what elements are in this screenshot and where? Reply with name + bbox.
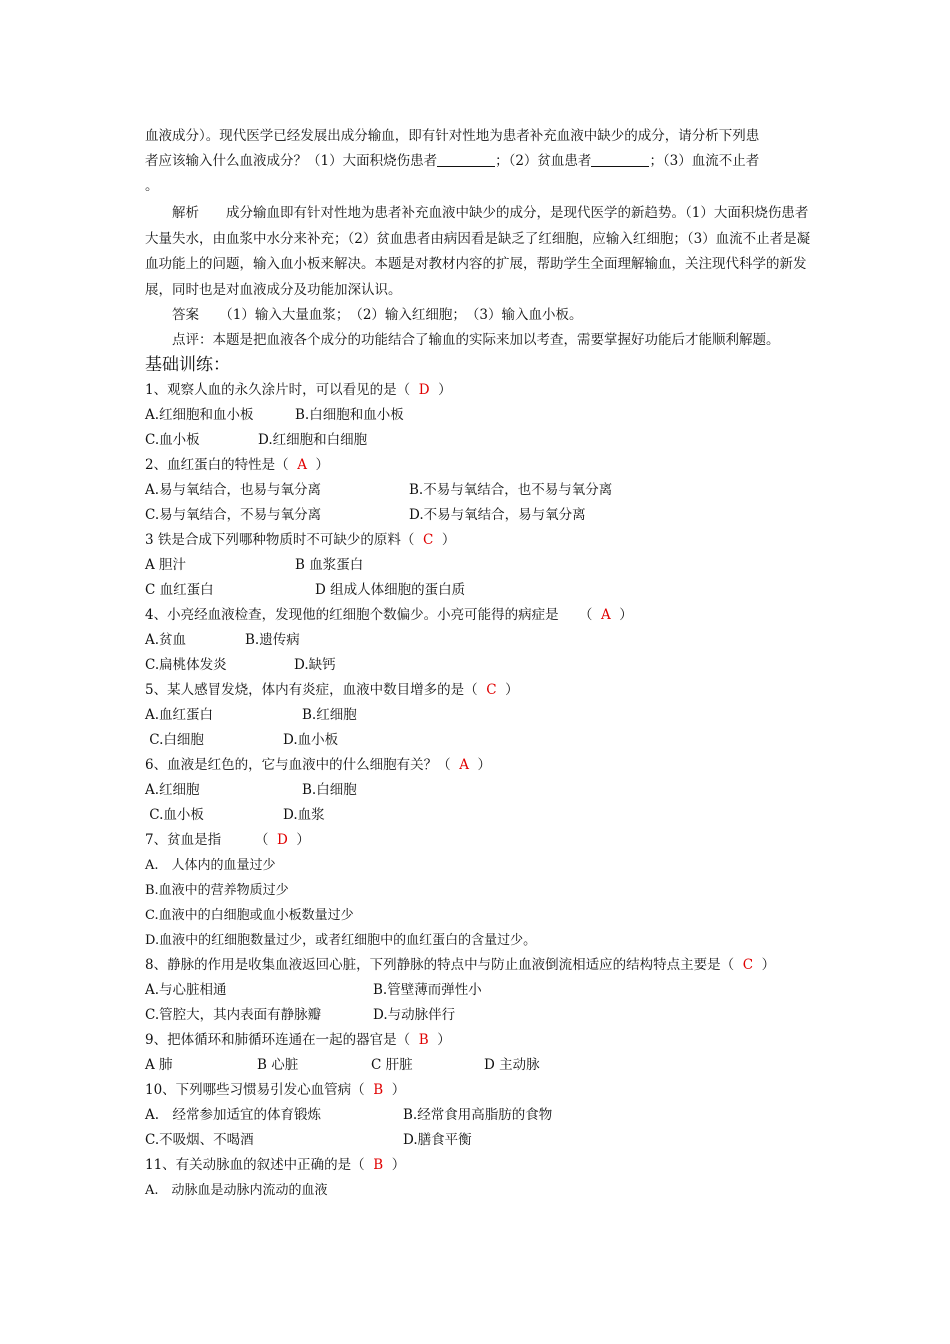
option-item: B.白细胞: [302, 782, 357, 798]
question-text: 3 铁是合成下列哪种物质时不可缺少的原料（: [145, 532, 415, 548]
answer-mark: D: [418, 382, 430, 398]
option-item: C.易与氧结合，不易与氧分离: [145, 507, 322, 523]
option-row: [145, 778, 813, 803]
answer-mark: B: [373, 1082, 384, 1098]
question-stem: [145, 528, 813, 553]
question-close: ）: [761, 957, 776, 973]
answer-line: 答案 （1）输入大量血浆； （2）输入红细胞； （3）输入血小板。: [172, 307, 583, 323]
question-close: ）: [619, 607, 633, 623]
question-close: ）: [438, 382, 452, 398]
question-text: 11、有关动脉血的叙述中正确的是（: [145, 1157, 365, 1173]
option-item: B.管壁薄而弹性小: [373, 982, 482, 998]
question-stem: [145, 678, 813, 703]
question-close: ）: [505, 682, 519, 698]
question-text: 5、某人感冒发烧，体内有炎症，血液中数目增多的是（: [145, 682, 478, 698]
option-row: [145, 578, 813, 603]
option-item: D.不易与氧结合，易与氧分离: [409, 507, 586, 523]
question-stem: [145, 453, 813, 478]
option-item: D 主动脉: [484, 1057, 540, 1073]
analysis-paragraph: 解析 成分输血即有针对性地为患者补充血液中缺少的成分，是现代医学的新趋势。（1）大面积烧伤患者大量失水，由血浆中水分来补充；（2）贫血患者由病因看是缺乏了红细胞，应输入红细胞；（3）血流不止者是凝血功能上的问题，输入血小板来解决。本题是对教材内容的扩展，帮助学生全面理解输血，关注现代科学的新发展，同时也是对血液成分及功能加深认识。: [145, 205, 811, 298]
intro-line-2: [145, 149, 813, 174]
option-item: D 组成人体细胞的蛋白质: [315, 582, 466, 598]
question-text: 6、血液是红色的，它与血液中的什么细胞有关？（: [145, 757, 451, 773]
answer-mark: A: [297, 457, 307, 473]
answer-mark: A: [459, 757, 469, 773]
option-item: C 血红蛋白: [145, 582, 214, 598]
option-item: B.白细胞和血小板: [295, 407, 404, 423]
option-item: C.管腔大，其内表面有静脉瓣: [145, 1007, 322, 1023]
question-text: 10、下列哪些习惯易引发心血管病（: [145, 1082, 365, 1098]
intro-question-part-1: 者应该输入什么血液成分？（1）大面积烧伤患者: [145, 153, 438, 169]
option-row: [145, 1103, 813, 1128]
question-stem: [145, 603, 813, 628]
option-row: [145, 653, 813, 678]
option-line: B.血液中的营养物质过少: [145, 883, 289, 898]
option-item: C.白细胞: [145, 732, 204, 748]
comment-line: 点评：本题是把血液各个成分的功能结合了输血的实际来加以考查，需要掌握好功能后才能顺利解题。: [172, 332, 780, 348]
option-row: [145, 1053, 813, 1078]
question-close: ）: [441, 532, 456, 548]
answer-blank-2: [591, 152, 649, 167]
option-row: [145, 503, 813, 528]
option-item: A.血红蛋白: [145, 707, 214, 723]
question-stem: [145, 1028, 813, 1053]
option-line: A. 动脉血是动脉内流动的血液: [145, 1183, 328, 1198]
option-item: C 肝脏: [371, 1057, 413, 1073]
question-list: [145, 378, 813, 1203]
answer-mark: C: [742, 957, 754, 973]
question-text: 4、小亮经血液检查，发现他的红细胞个数偏少。小亮可能得的病症是 （: [145, 607, 593, 623]
option-item: B.经常食用高脂肪的食物: [403, 1107, 553, 1123]
option-item: B 心脏: [257, 1057, 299, 1073]
answer-blank-1: [437, 152, 495, 167]
question-stem: [145, 1153, 813, 1178]
question-text: 1、观察人血的永久涂片时，可以看见的是（: [145, 382, 411, 398]
intro-question-part-3: ；（3）血流不止者: [649, 153, 760, 169]
question-close: ）: [437, 1032, 451, 1048]
option-row: [145, 1128, 813, 1153]
document-page: [145, 124, 813, 1203]
option-item: B 血浆蛋白: [295, 557, 364, 573]
question-text: 8、静脉的作用是收集血液返回心脏，下列静脉的特点中与防止血液倒流相适应的结构特点主要是（: [145, 957, 735, 973]
option-row: [145, 428, 813, 453]
option-item: A 胆汁: [145, 557, 187, 573]
intro-question-part-2: ；（2）贫血患者: [495, 153, 592, 169]
option-row: [145, 478, 813, 503]
option-item: B.不易与氧结合，也不易与氧分离: [409, 482, 613, 498]
question-text: 9、把体循环和肺循环连通在一起的器官是（: [145, 1032, 411, 1048]
option-item: A.红细胞和血小板: [145, 407, 254, 423]
option-item: A. 经常参加适宜的体育锻炼: [145, 1107, 322, 1123]
answer-mark: C: [486, 682, 497, 698]
section-title: 基础训练：: [145, 355, 230, 375]
answer-mark: B: [418, 1032, 429, 1048]
option-item: C.不吸烟、不喝酒: [145, 1132, 254, 1148]
question-stem: [145, 753, 813, 778]
question-close: ）: [296, 832, 310, 848]
question-stem: [145, 828, 813, 853]
question-close: ）: [315, 457, 330, 473]
intro-line-1: 血液成分）。现代医学已经发展出成分输血，即有针对性地为患者补充血液中缺少的成分，请分析下列患: [145, 128, 760, 144]
option-item: C.扁桃体发炎: [145, 657, 227, 673]
option-item: D.红细胞和白细胞: [258, 432, 368, 448]
option-row: [145, 803, 813, 828]
question-close: ）: [391, 1082, 406, 1098]
option-item: A.与心脏相通: [145, 982, 227, 998]
option-item: A.贫血: [145, 632, 187, 648]
option-item: D.血小板: [283, 732, 339, 748]
question-stem: [145, 1078, 813, 1103]
option-item: D.与动脉伴行: [373, 1007, 456, 1023]
option-item: D.缺钙: [294, 657, 336, 673]
question-stem: [145, 378, 813, 403]
option-row: [145, 403, 813, 428]
option-row: [145, 703, 813, 728]
option-line: A. 人体内的血量过少: [145, 858, 276, 873]
answer-mark: B: [373, 1157, 384, 1173]
option-item: A.易与氧结合，也易与氧分离: [145, 482, 322, 498]
option-item: A 肺: [145, 1057, 173, 1073]
option-item: B.遗传病: [245, 632, 300, 648]
question-text: 2、血红蛋白的特性是（: [145, 457, 289, 473]
option-item: D.血浆: [283, 807, 325, 823]
option-item: C.血小板: [145, 432, 200, 448]
intro-line-3: 。: [145, 178, 159, 194]
option-row: [145, 728, 813, 753]
option-row: [145, 1003, 813, 1028]
question-stem: [145, 953, 813, 978]
option-row: [145, 628, 813, 653]
question-text: 7、贫血是指 （: [145, 832, 269, 848]
option-row: [145, 978, 813, 1003]
option-item: A.红细胞: [145, 782, 200, 798]
answer-mark: A: [600, 607, 611, 623]
option-line: D.血液中的红细胞数量过少，或者红细胞中的血红蛋白的含量过少。: [145, 933, 537, 948]
question-close: ）: [477, 757, 492, 773]
option-item: D.膳食平衡: [403, 1132, 472, 1148]
option-line: C.血液中的白细胞或血小板数量过少: [145, 908, 354, 923]
option-item: B.红细胞: [302, 707, 357, 723]
option-row: [145, 553, 813, 578]
question-close: ）: [391, 1157, 406, 1173]
answer-mark: C: [422, 532, 434, 548]
answer-mark: D: [276, 832, 288, 848]
option-item: C.血小板: [145, 807, 204, 823]
